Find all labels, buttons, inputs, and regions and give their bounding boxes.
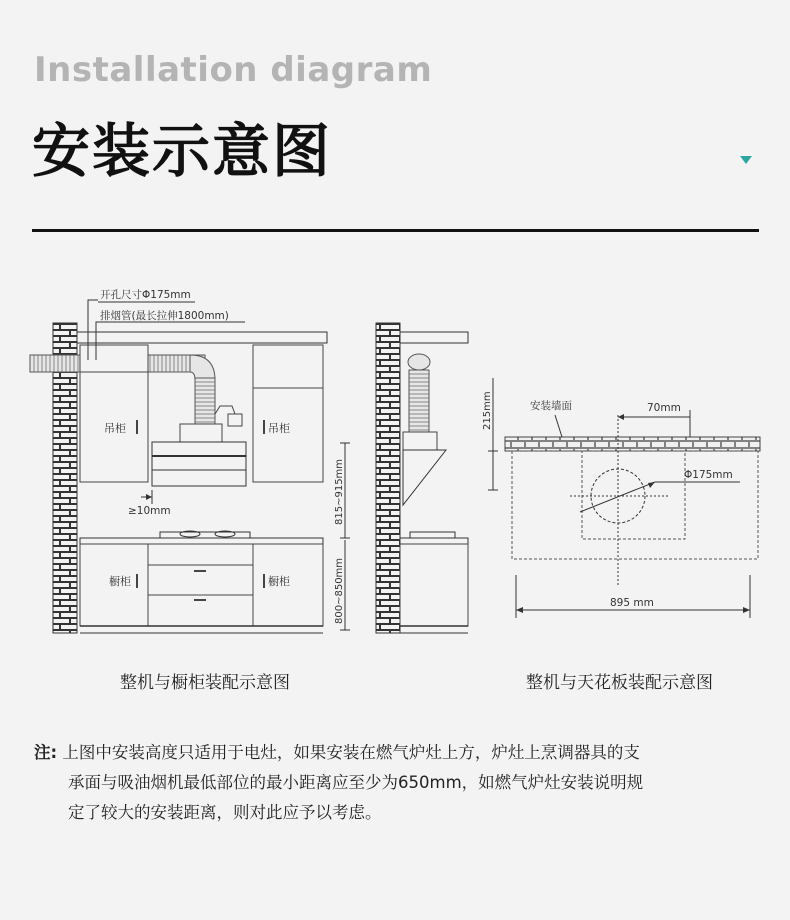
side-duct [409, 370, 429, 432]
ceiling-wall-slab [505, 437, 760, 451]
hood-body [152, 442, 246, 486]
hood-outline [582, 451, 685, 539]
label-depth: 215mm [482, 391, 493, 430]
label-height-upper: 815~915mm [334, 458, 345, 525]
note-line-3: 定了较大的安装距离，则对此应予以考虑。 [68, 803, 382, 822]
ceiling-slab-middle [400, 332, 468, 343]
side-hood [403, 450, 446, 505]
label-gap: ≥10mm [128, 505, 171, 517]
caption-left: 整机与橱柜装配示意图 [120, 673, 290, 693]
brick-wall-middle [376, 323, 400, 633]
label-upper-cabinet-left: 吊柜 [104, 422, 126, 435]
label-lower-cabinet-right: 橱柜 [268, 575, 290, 588]
side-view-diagram [376, 323, 468, 633]
label-upper-cabinet-right: 吊柜 [268, 422, 290, 435]
note-line-1: 上图中安装高度只适用于电灶，如果安装在燃气炉灶上方，炉灶上烹调器具的支 [62, 743, 640, 762]
control-box-icon [228, 414, 242, 426]
caption-right: 整机与天花板装配示意图 [526, 673, 713, 693]
title-en: Installation diagram [34, 50, 433, 90]
note-line-2: 承面与吸油烟机最低部位的最小距离应至少为650mm，如燃气炉灶安装说明规 [68, 773, 644, 792]
label-wall: 安装墙面 [530, 400, 572, 412]
title-cn: 安装示意图 [32, 117, 333, 185]
ceiling-panel [512, 451, 758, 559]
cabinet-assembly-diagram [30, 288, 350, 633]
upper-cabinet-right [253, 345, 323, 482]
hood-chimney [180, 424, 222, 442]
exhaust-pipe-bend [190, 355, 215, 380]
ceiling-slab-left [77, 332, 327, 343]
exhaust-pipe-vertical [195, 378, 215, 424]
installation-note [34, 738, 764, 828]
label-offset: 70mm [647, 402, 681, 414]
label-width: 895 mm [610, 597, 654, 609]
label-lower-cabinet-left: 橱柜 [109, 575, 131, 588]
label-diameter: Φ175mm [684, 469, 733, 481]
label-hole-size: 开孔尺寸Φ175mm [100, 289, 191, 301]
ceiling-assembly-diagram [482, 378, 760, 618]
label-height-lower: 800~850mm [334, 557, 345, 624]
upper-cabinet-left [80, 345, 148, 482]
note-label: 注: [34, 743, 58, 762]
countertop-left [80, 538, 323, 544]
label-exhaust-pipe: 排烟管(最长拉伸1800mm) [100, 310, 229, 322]
